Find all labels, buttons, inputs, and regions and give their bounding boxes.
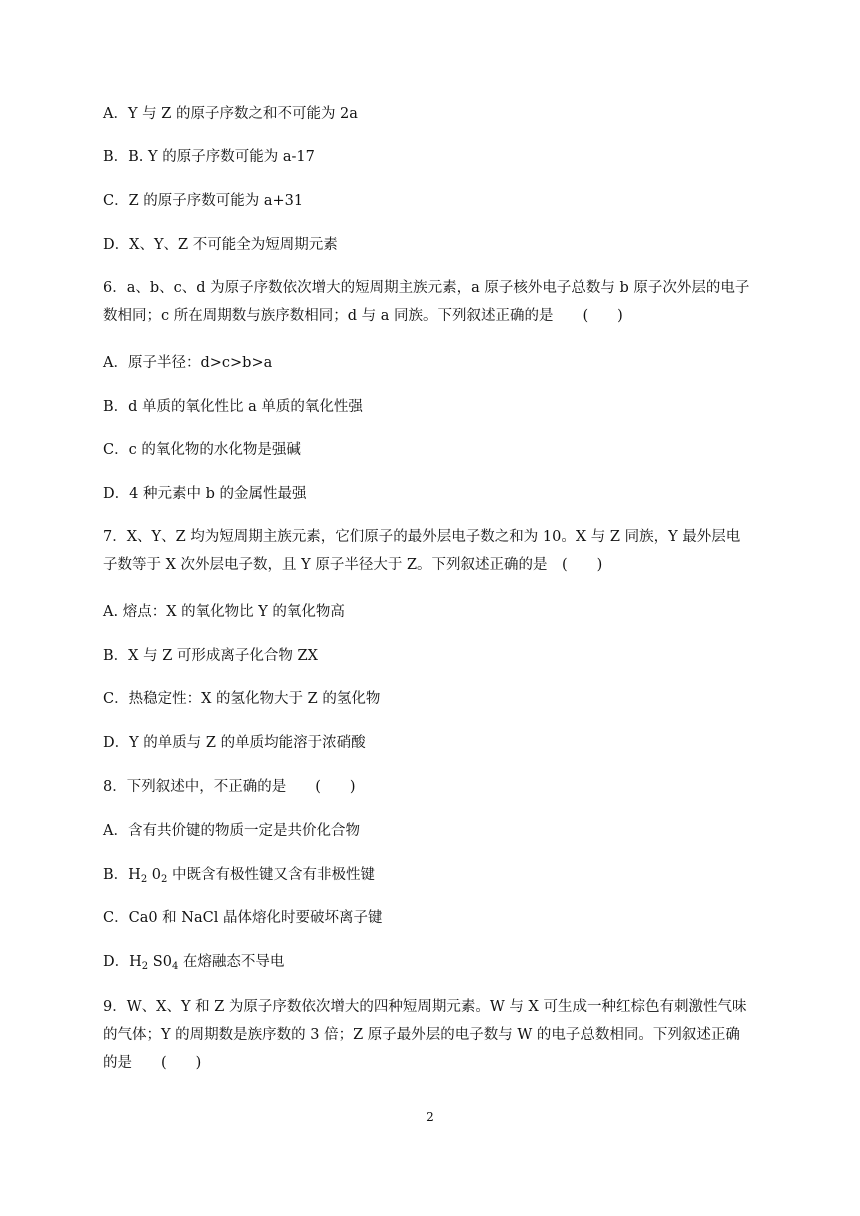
q8-option-b-suffix: 中既含有极性键又含有非极性键 [167, 867, 376, 883]
q8-option-d-mid: S0 [148, 954, 172, 970]
q5-option-d: D．X、Y、Z 不可能全为短周期元素 [103, 237, 338, 253]
q7-option-b: B．X 与 Z 可形成离子化合物 ZX [103, 648, 318, 664]
q9-stem [103, 993, 763, 1077]
q6-option-c: C．c 的氧化物的水化物是强碱 [103, 442, 301, 458]
q9-stem-line-2: 的气体；Y 的周期数是族序数的 3 倍；Z 原子最外层的电子数与 W 的电子总数相同。下列叙述正确 [103, 1027, 740, 1043]
q7-option-c: C．热稳定性：X 的氢化物大于 Z 的氢化物 [103, 691, 381, 707]
q8-option-d-suffix: 在熔融态不导电 [178, 954, 285, 970]
q8-option-b-mid: 0 [147, 867, 162, 883]
q8-option-d-prefix: D．H [103, 954, 142, 970]
page-number: 2 [426, 1110, 434, 1124]
q7-option-a: A. 熔点：X 的氧化物比 Y 的氧化物高 [103, 604, 345, 620]
q6-option-b: B．d 单质的氧化性比 a 单质的氧化性强 [103, 399, 363, 415]
q7-option-d: D．Y 的单质与 Z 的单质均能溶于浓硝酸 [103, 735, 366, 751]
q6-option-d: D．4 种元素中 b 的金属性最强 [103, 486, 307, 502]
q8-option-b-sub2: 2 [161, 874, 168, 885]
q6-option-a: A．原子半径：d>c>b>a [103, 355, 273, 371]
q8-option-d-sub1: 2 [141, 961, 149, 972]
q8-option-a: A．含有共价键的物质一定是共价化合物 [103, 823, 360, 839]
q9-stem-line-1: 9．W、X、Y 和 Z 为原子序数依次增大的四种短周期元素。W 与 X 可生成一种红棕色有刺激性气味 [103, 999, 747, 1015]
q8-option-c: C．Ca0 和 NaCl 晶体熔化时要破坏离子键 [103, 910, 383, 926]
q6-stem-line-1: 6．a、b、c、d 为原子序数依次增大的短周期主族元素，a 原子核外电子总数与 b 原子次外层的电子 [103, 280, 750, 296]
q8-option-d [103, 952, 284, 972]
q7-stem [103, 523, 763, 579]
q6-stem [103, 274, 763, 330]
q8-option-b-sub1: 2 [140, 874, 148, 885]
q8-stem: 8．下列叙述中，不正确的是 ( ) [103, 779, 356, 795]
q6-stem-line-2: 数相同；c 所在周期数与族序数相同；d 与 a 同族。下列叙述正确的是 ( ) [103, 308, 623, 324]
q8-option-b [103, 865, 375, 885]
q7-stem-line-2: 子数等于 X 次外层电子数，且 Y 原子半径大于 Z。下列叙述正确的是 ( ) [103, 557, 603, 573]
q9-stem-line-3: 的是 ( ) [103, 1055, 202, 1071]
q7-stem-line-1: 7．X、Y、Z 均为短周期主族元素，它们原子的最外层电子数之和为 10。X 与 Z 同族，Y 最外层电 [103, 529, 741, 545]
q5-option-b: B．B. Y 的原子序数可能为 a-17 [103, 149, 315, 165]
q5-option-c: C．Z 的原子序数可能为 a+31 [103, 193, 304, 209]
q5-option-a: A．Y 与 Z 的原子序数之和不可能为 2a [103, 106, 358, 122]
q8-option-d-sub2: 4 [171, 961, 179, 972]
q8-option-b-prefix: B．H [103, 867, 141, 883]
